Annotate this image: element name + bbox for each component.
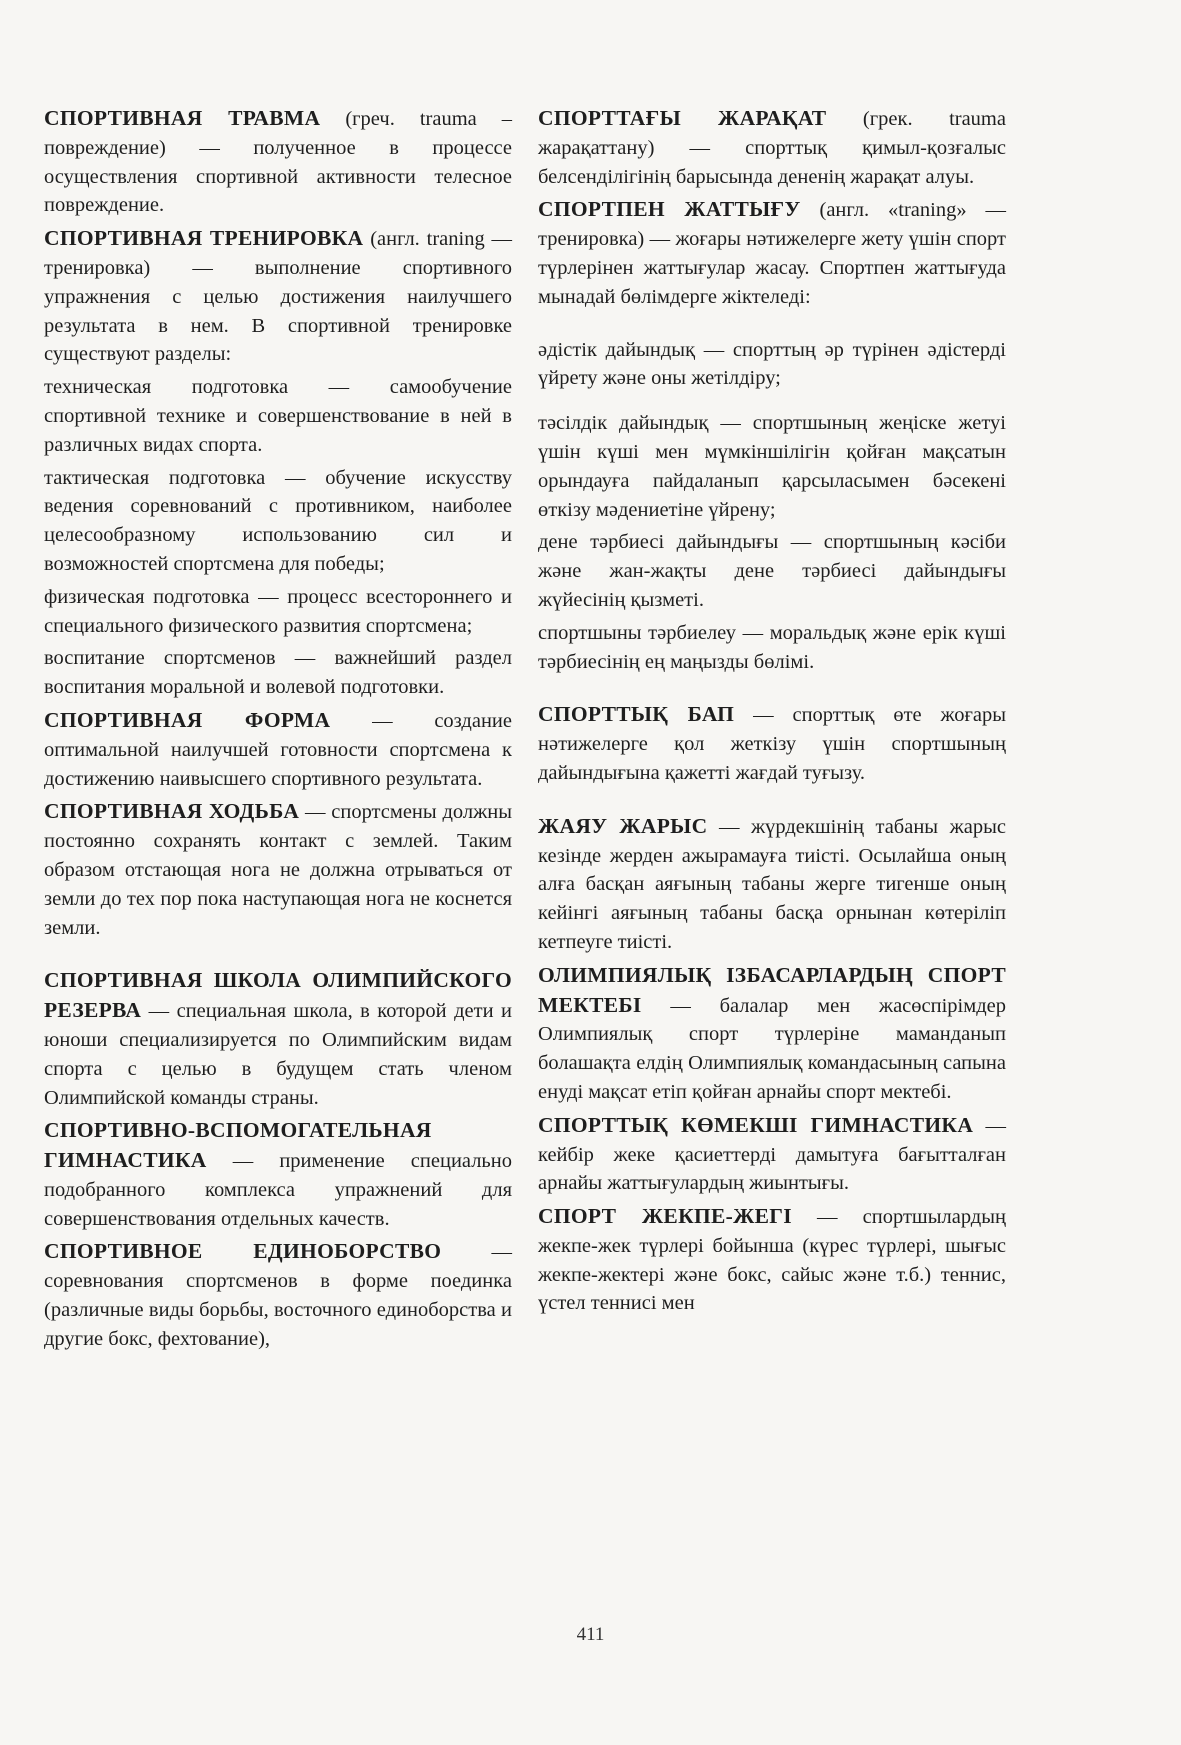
entry-definition: (грек. trauma жарақаттану) — спорттық қимыл-қозғалыс белсенділігінің барысында дененің жарақат алуы. bbox=[538, 108, 1006, 188]
entry-headword: СПОРТТЫҚ КӨМЕКШІ ГИМНАСТИКА bbox=[538, 1112, 974, 1137]
entry-definition: (англ. «traning» — тренировка) — жоғары нәтижелерге жету үшін спорт түрлерінен жаттығулар жасау. Спортпен жаттығуда мынадай бөлімдерге жіктеледі: bbox=[538, 199, 1006, 308]
entry-headword: СПОРТПЕН ЖАТТЫҒУ bbox=[538, 197, 801, 222]
entry-sport-training-kz bbox=[538, 195, 1006, 311]
entry-definition: — применение специально подобранного комплекса упражнений для совершенствования отдельных качеств. bbox=[44, 1150, 512, 1230]
entry-headword: СПОРТИВНАЯ ТРЕНИРОВКА bbox=[44, 226, 364, 251]
entry-definition: — кейбір жеке қасиеттерді дамытуға бағытталған арнайы жаттығулардың жиынтығы. bbox=[538, 1114, 1007, 1195]
entry-headword: СПОРТИВНАЯ ФОРМА bbox=[44, 707, 331, 732]
entry-headword: СПОРТИВНАЯ ТРАВМА bbox=[44, 106, 321, 130]
entry-headword: ОЛИМПИЯЛЫҚ ІЗБАСАРЛАРДЫҢ СПОРТ МЕКТЕБІ bbox=[538, 962, 1006, 1017]
training-section-tactical: тактическая подготовка — обучение искусству ведения соревнований с противником, наиболее целесообразному использованию сил и возможностей спортсмена для победы; bbox=[44, 466, 512, 575]
entry-definition: (греч. trauma – повреждение) — полученное в процессе осуществления спортивной активности телесное повреждение. bbox=[44, 108, 512, 217]
left-column-russian bbox=[44, 104, 512, 1358]
entry-definition: — спортшылардың жекпе-жек түрлері бойынша (күрес түрлері, шығыс жекпе-жектері және бокс, сайыс және т.б.) теннис, үстел теннисі мен bbox=[538, 1206, 1006, 1315]
entry-headword: ЖАЯУ ЖАРЫС bbox=[538, 813, 708, 838]
entry-sport-trauma-kz bbox=[538, 104, 1006, 191]
entry-definition: — создание оптимальной наилучшей готовности спортсмена к достижению наивысшего спортивного результата. bbox=[44, 709, 512, 790]
entry-sport-form-kz bbox=[538, 700, 1006, 787]
entry-auxiliary-gymnastics-kz bbox=[538, 1111, 1006, 1198]
entry-headword: СПОРТИВНАЯ ШКОЛА ОЛИМПИЙСКОГО РЕЗЕРВА bbox=[44, 968, 512, 1023]
entry-olympic-reserve-school bbox=[44, 966, 512, 1112]
entry-headword: СПОРТТАҒЫ ЖАРАҚАТ bbox=[538, 106, 827, 130]
right-column-kazakh bbox=[538, 104, 1006, 1322]
entry-headword: СПОРТ ЖЕКПЕ-ЖЕГІ bbox=[538, 1204, 792, 1229]
entry-race-walking bbox=[44, 797, 512, 942]
entry-headword: СПОРТТЫҚ БАП bbox=[538, 702, 735, 727]
entry-definition: — соревнования спортсменов в форме поединка (различные виды борьбы, восточного единоборства и другие бокс, фехтование), bbox=[44, 1241, 512, 1350]
entry-definition: — балалар мен жасөспірімдер Олимпиялық спорт түрлеріне маманданып болашақта елдің Олимпиялық командасының сапына енуді мақсат етіп қойған арнайы спорт мектебі. bbox=[538, 994, 1006, 1103]
training-section-upbringing-kz: спортшыны тәрбиелеу — моральдық және ерік күші тәрбиесінің ең маңызды бөлімі. bbox=[538, 621, 1006, 673]
entry-headword: СПОРТИВНАЯ ХОДЬБА bbox=[44, 799, 300, 824]
entry-definition: — специальная школа, в которой дети и юноши специализируется по Олимпийским видам спорта с целью в будущем стать членом Олимпийской команды страны. bbox=[44, 1000, 512, 1109]
training-section-tactical-kz: тәсілдік дайындық — спортшының жеңіске жетуі үшін күші мен мүмкіншілігін қойған мақсатын орындауға пайдаланып қарсыласымен бәсекені өткізу мәдениетіне үйрену; bbox=[538, 412, 1006, 521]
training-section-physical: физическая подготовка — процесс всестороннего и специального физического развития спортсмена; bbox=[44, 585, 512, 637]
entry-definition: — спортсмены должны постоянно сохранять контакт с землей. Таким образом отстающая нога не должна отрываться от земли до тех пор пока наступающая нога не коснется земли. bbox=[44, 801, 512, 939]
entry-definition: — жүрдекшінің табаны жарыс кезінде жерден ажырамауға тиісті. Осылайша оның алға басқан аяғының табаны жерге тигенше оның кейінгі аяғының табаны басқа орнынан көтеріліп кетпеуге тиісті. bbox=[538, 815, 1006, 953]
page-number: 411 bbox=[576, 1624, 605, 1645]
entry-sport-training bbox=[44, 224, 512, 369]
entry-race-walking-kz bbox=[538, 812, 1006, 957]
entry-sport-trauma bbox=[44, 104, 512, 220]
entry-auxiliary-gymnastics bbox=[44, 1116, 512, 1233]
training-section-upbringing: воспитание спортсменов — важнейший раздел воспитания моральной и волевой подготовки. bbox=[44, 647, 512, 699]
training-section-technical: техническая подготовка — самообучение спортивной технике и совершенствование в ней в различных видах спорта. bbox=[44, 376, 512, 456]
entry-headword: СПОРТИВНО-ВСПОМОГАТЕЛЬНАЯ ГИМНАСТИКА bbox=[44, 1118, 432, 1173]
entry-single-combat bbox=[44, 1237, 512, 1353]
entry-sport-form bbox=[44, 706, 512, 793]
training-section-physical-kz: дене тәрбиесі дайындығы — спортшының кәсіби және жан-жақты дене тәрбиесі дайындығы жүйесінің қызметі. bbox=[538, 531, 1006, 611]
entry-definition: (англ. traning — тренировка) — выполнение спортивного упражнения с целью достижения наилучшего результата в нем. В спортивной тренировке существуют разделы: bbox=[44, 228, 513, 366]
entry-headword: СПОРТИВНОЕ ЕДИНОБОРСТВО bbox=[44, 1239, 442, 1264]
training-section-technical-kz: әдістік дайындық — спорттың әр түрінен әдістерді үйрету және оны жетілдіру; bbox=[538, 338, 1006, 390]
entry-olympic-reserve-school-kz bbox=[538, 961, 1006, 1107]
entry-definition: — спорттық өте жоғары нәтижелерге қол жеткізу үшін спортшының дайындығына қажетті жағдай туғызу. bbox=[538, 704, 1006, 784]
entry-single-combat-kz bbox=[538, 1202, 1006, 1318]
